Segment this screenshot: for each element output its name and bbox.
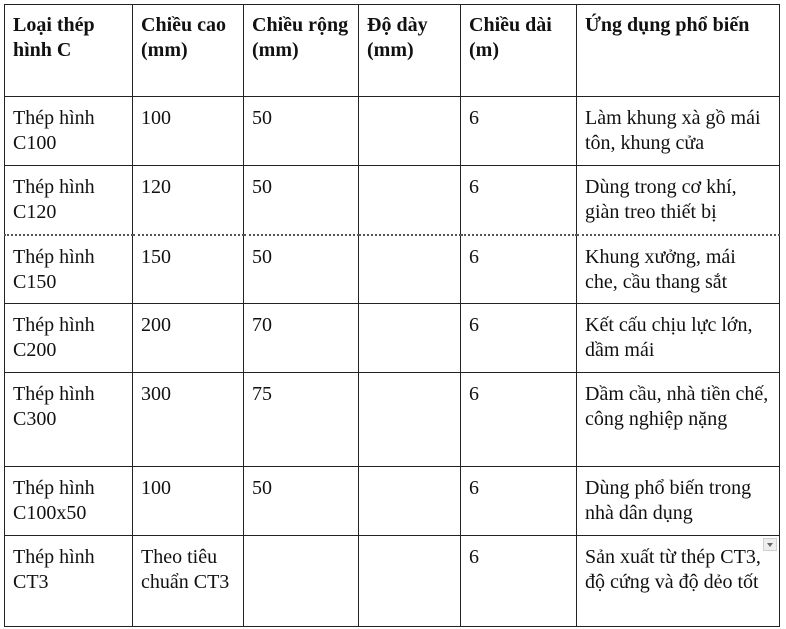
cell-application: Dùng phổ biến trong nhà dân dụng [577, 467, 780, 536]
cell-application: Kết cấu chịu lực lớn, dầm mái [577, 304, 780, 373]
cell-height: Theo tiêu chuẩn CT3 [133, 536, 244, 627]
cell-length: 6 [461, 536, 577, 627]
cell-application-text: Sản xuất từ thép CT3, độ cứng và độ dẻo tốt [585, 546, 761, 593]
cell-height: 200 [133, 304, 244, 373]
table-row [5, 373, 780, 467]
cell-thickness [359, 97, 461, 166]
header-application: Ứng dụng phổ biến [577, 5, 780, 97]
cell-thickness [359, 467, 461, 536]
cell-length: 6 [461, 467, 577, 536]
table-header-row [5, 5, 780, 97]
header-length: Chiều dài (m) [461, 5, 577, 97]
cell-height: 150 [133, 235, 244, 304]
table-row [5, 235, 780, 304]
header-width: Chiều rộng (mm) [244, 5, 359, 97]
cell-type: Thép hình C100 [5, 97, 133, 166]
cell-application: Khung xưởng, mái che, cầu thang sắt [577, 235, 780, 304]
cell-width: 75 [244, 373, 359, 467]
cell-type: Thép hình C300 [5, 373, 133, 467]
header-thickness: Độ dày (mm) [359, 5, 461, 97]
cell-thickness [359, 536, 461, 627]
cell-height: 100 [133, 97, 244, 166]
cell-type: Thép hình CT3 [5, 536, 133, 627]
cell-length: 6 [461, 373, 577, 467]
cell-type: Thép hình C200 [5, 304, 133, 373]
steel-c-spec-table [4, 4, 780, 627]
cell-application: Dầm cầu, nhà tiền chế, công nghiệp nặng [577, 373, 780, 467]
cell-type: Thép hình C120 [5, 166, 133, 235]
cell-width: 50 [244, 97, 359, 166]
table-row [5, 97, 780, 166]
header-height: Chiều cao (mm) [133, 5, 244, 97]
cell-height: 120 [133, 166, 244, 235]
cell-width [244, 536, 359, 627]
cell-thickness [359, 304, 461, 373]
table-row [5, 536, 780, 627]
chevron-down-icon[interactable] [763, 538, 777, 551]
cell-type: Thép hình C100x50 [5, 467, 133, 536]
table-row [5, 304, 780, 373]
cell-width: 50 [244, 235, 359, 304]
cell-thickness [359, 166, 461, 235]
cell-height: 100 [133, 467, 244, 536]
table-row [5, 467, 780, 536]
header-type: Loại thép hình C [5, 5, 133, 97]
cell-length: 6 [461, 304, 577, 373]
cell-width: 50 [244, 467, 359, 536]
cell-height: 300 [133, 373, 244, 467]
table-row [5, 166, 780, 235]
cell-width: 50 [244, 166, 359, 235]
cell-length: 6 [461, 235, 577, 304]
cell-length: 6 [461, 166, 577, 235]
cell-thickness [359, 235, 461, 304]
cell-length: 6 [461, 97, 577, 166]
cell-width: 70 [244, 304, 359, 373]
cell-application: Làm khung xà gồ mái tôn, khung cửa [577, 97, 780, 166]
cell-application [577, 536, 780, 627]
cell-application: Dùng trong cơ khí, giàn treo thiết bị [577, 166, 780, 235]
cell-type: Thép hình C150 [5, 235, 133, 304]
cell-thickness [359, 373, 461, 467]
